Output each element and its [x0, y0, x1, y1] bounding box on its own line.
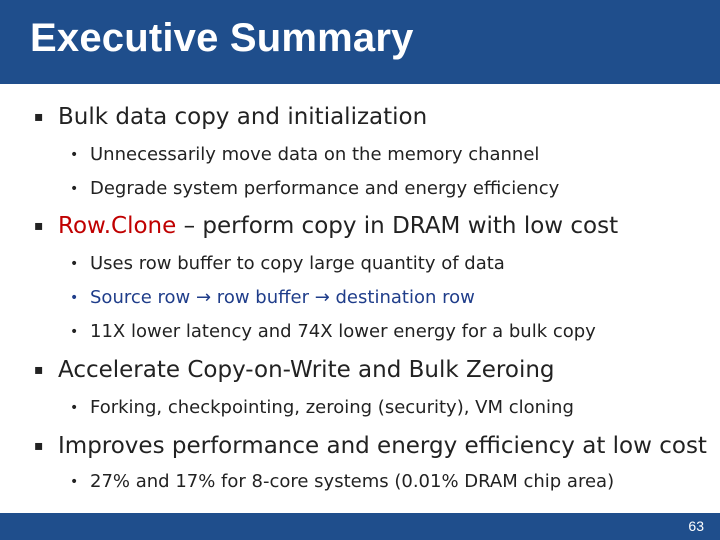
dot-bullet-icon: •: [70, 181, 79, 197]
dot-bullet-icon: •: [70, 256, 79, 272]
dot-bullet-icon: •: [70, 474, 79, 490]
bullet-bulk-copy: [34, 103, 427, 131]
bullet-text: Bulk data copy and initialization: [58, 104, 428, 130]
sub-bullet: [70, 177, 559, 201]
sub-bullet: [70, 320, 596, 344]
sub-bullet-text: 27% and 17% for 8-core systems (0.01% DRAM chip area): [90, 471, 615, 492]
bullet-accelerate: [34, 356, 555, 384]
bullet-improves: [34, 432, 707, 460]
sub-bullet-text: Degrade system performance and energy efficiency: [90, 178, 560, 199]
dot-bullet-icon: •: [70, 290, 79, 306]
bullet-text: Accelerate Copy-on-Write and Bulk Zeroing: [58, 357, 555, 383]
footer-bar: [0, 513, 720, 540]
sub-bullet: [70, 252, 505, 276]
square-bullet-icon: ▪: [34, 218, 44, 234]
slide-title: Executive Summary: [30, 16, 414, 60]
bullet-text: – perform copy in DRAM with low cost: [176, 213, 619, 239]
sub-bullet-text: 11X lower latency and 74X lower energy for a bulk copy: [90, 321, 596, 342]
bullet-text: Improves performance and energy efficiency at low cost: [58, 433, 707, 459]
page-number: 63: [688, 518, 704, 534]
sub-bullet: [70, 396, 574, 420]
square-bullet-icon: ▪: [34, 438, 44, 454]
square-bullet-icon: ▪: [34, 362, 44, 378]
dot-bullet-icon: •: [70, 324, 79, 340]
square-bullet-icon: ▪: [34, 109, 44, 125]
sub-bullet-text: Unnecessarily move data on the memory channel: [90, 144, 540, 165]
dot-bullet-icon: •: [70, 400, 79, 416]
sub-bullet-text: Uses row buffer to copy large quantity of data: [90, 253, 505, 274]
sub-bullet: [70, 470, 614, 494]
sub-bullet-text: Source row → row buffer → destination row: [90, 287, 475, 308]
sub-bullet: [70, 143, 539, 167]
bullet-rowclone: [34, 212, 618, 240]
sub-bullet-highlight: [70, 286, 475, 310]
rowclone-highlight: Row.Clone: [58, 213, 177, 239]
sub-bullet-text: Forking, checkpointing, zeroing (security), VM cloning: [90, 397, 574, 418]
dot-bullet-icon: •: [70, 147, 79, 163]
